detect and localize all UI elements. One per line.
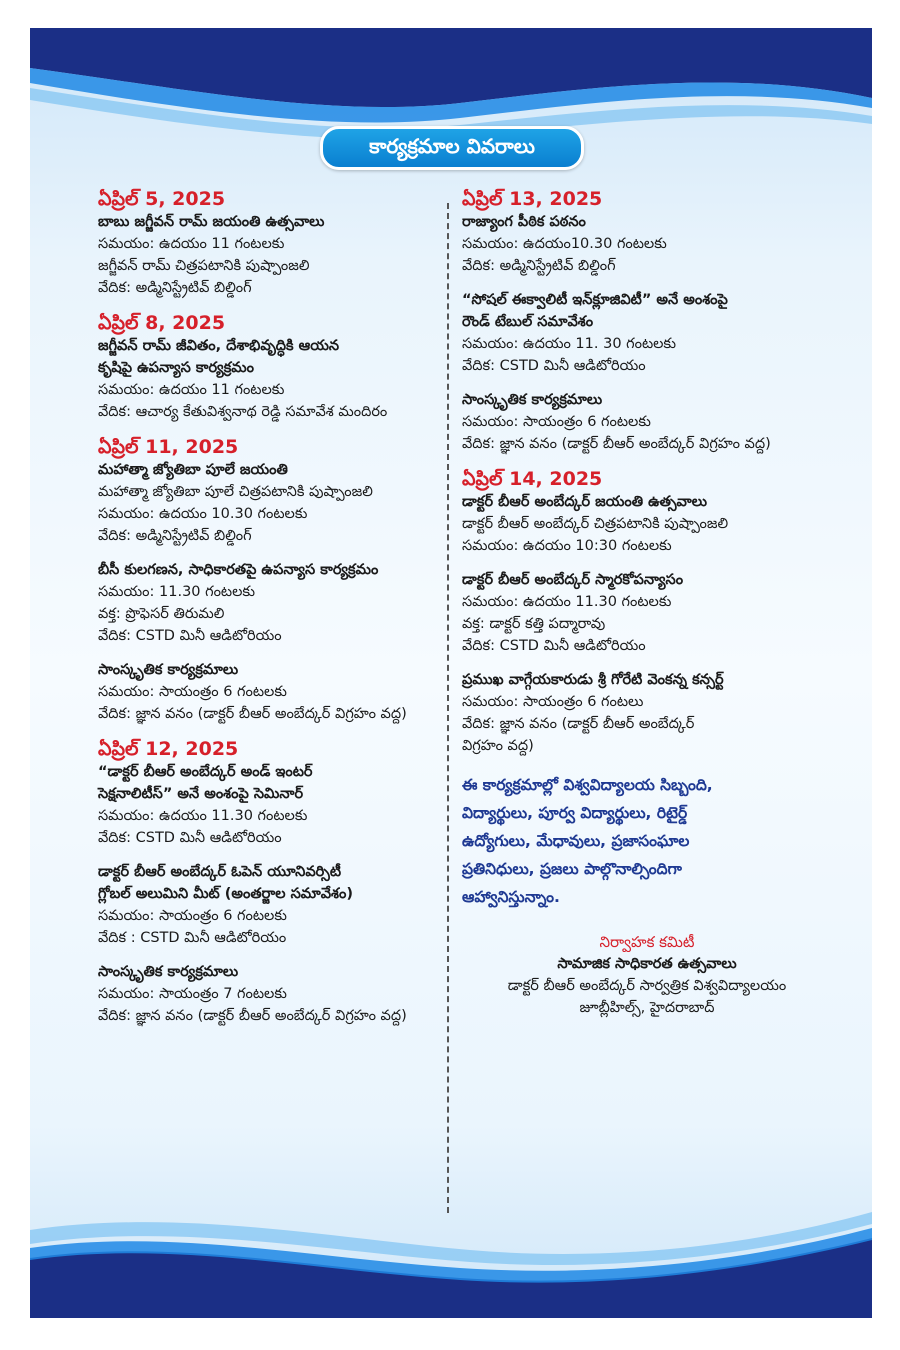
invitation-line: విద్యార్థులు, పూర్వ విద్యార్థులు, రిటైర్డ్ (462, 804, 688, 822)
event-title: “డాక్టర్ బీఆర్ అంబేద్కర్ అండ్ ఇంటర్ (98, 764, 313, 780)
event-item (98, 761, 438, 849)
invitation-line: ఆహ్వానిస్తున్నాం. (462, 888, 560, 906)
event-title: ప్రముఖ వాగ్గేయకారుడు శ్రీ గోరేటి వెంకన్న కన్సర్ట్ (462, 672, 724, 688)
event-item (98, 861, 438, 949)
event-item (98, 961, 438, 1027)
day-block (462, 467, 832, 757)
event-date: ఏప్రిల్ 13, 2025 (462, 188, 603, 210)
event-item (98, 335, 438, 423)
event-detail: వేదిక: CSTD మినీ ఆడిటోరియం (462, 358, 646, 374)
event-detail: సమయం: ఉదయం 11.30 గంటలకు (462, 594, 672, 610)
event-item (462, 211, 832, 277)
event-detail: వేదిక: అడ్మినిస్ట్రేటివ్ బిల్డింగ్ (98, 280, 252, 296)
event-title: సాంస్కృతిక కార్యక్రమాలు (462, 392, 603, 408)
event-detail: డాక్టర్ బీఆర్ అంబేద్కర్ చిత్రపటానికి పుష్పాంజలి (462, 516, 729, 532)
event-detail: వేదిక: జ్ఞాన వనం (డాక్టర్ బీఆర్ అంబేద్కర్ (462, 716, 695, 732)
event-detail: వేదిక: అడ్మినిస్ట్రేటివ్ బిల్డింగ్ (462, 258, 616, 274)
event-title: సాంస్కృతిక కార్యక్రమాలు (98, 964, 239, 980)
right-column (462, 183, 832, 1019)
event-detail: వేదిక : CSTD మినీ ఆడిటోరియం (98, 930, 287, 946)
invitation-line: ఉద్యోగులు, మేధావులు, ప్రజాసంఘాల (462, 832, 690, 850)
event-title: “సోషల్ ఈక్వాలిటీ ఇన్‌క్లూజివిటీ” అనే అంశంపై (462, 292, 728, 308)
event-title: కృషిపై ఉపన్యాస కార్యక్రమం (98, 360, 254, 376)
event-detail: వక్త: డాక్టర్ కత్తి పద్మారావు (462, 616, 606, 632)
day-block (98, 737, 438, 1027)
event-detail: వేదిక: CSTD మినీ ఆడిటోరియం (98, 628, 282, 644)
day-block (98, 311, 438, 423)
invitation-line: ఈ కార్యక్రమాల్లో విశ్వవిద్యాలయ సిబ్బంది, (462, 776, 713, 794)
event-detail: వేదిక: జ్ఞాన వనం (డాక్టర్ బీఆర్ అంబేద్కర్ విగ్రహం వద్ద) (462, 436, 771, 452)
event-item (462, 491, 832, 557)
event-detail: వేదిక: అడ్మినిస్ట్రేటివ్ బిల్డింగ్ (98, 528, 252, 544)
organization-name: సామాజిక సాధికారత ఉత్సవాలు (557, 956, 737, 972)
event-detail: సమయం: ఉదయం 11 గంటలకు (98, 382, 285, 398)
day-block (98, 435, 438, 725)
event-title: గ్లోబల్ అలుమిని మీట్ (అంతర్జాల సమావేశం) (98, 886, 354, 902)
event-detail: వేదిక: ఆచార్య కేతువిశ్వనాథ రెడ్డి సమావేశ మందిరం (98, 404, 388, 420)
event-detail: విగ్రహం వద్ద) (462, 738, 534, 754)
event-detail: సమయం: సాయంత్రం 6 గంటలకు (98, 908, 287, 924)
event-item (462, 389, 832, 455)
event-detail: సమయం: ఉదయం 10.30 గంటలకు (98, 506, 308, 522)
event-title: రౌండ్ టేబుల్ సమావేశం (462, 314, 594, 330)
event-date: ఏప్రిల్ 12, 2025 (98, 738, 239, 760)
event-title: డాక్టర్ బీఆర్ అంబేద్కర్ ఓపెన్ యూనివర్సిటీ (98, 864, 342, 880)
invitation-text (462, 771, 792, 911)
signature-block (462, 931, 832, 1019)
event-title: సెక్షనాలిటీస్” అనే అంశంపై సెమినార్ (98, 786, 304, 802)
event-item (98, 459, 438, 547)
event-date: ఏప్రిల్ 14, 2025 (462, 468, 603, 490)
event-title: డాక్టర్ బీఆర్ అంబేద్కర్ జయంతి ఉత్సవాలు (462, 494, 708, 510)
bottom-wave-decoration (30, 1168, 872, 1318)
day-block (462, 187, 832, 455)
event-detail: సమయం: ఉదయం 10:30 గంటలకు (462, 538, 672, 554)
title-banner (320, 126, 584, 170)
event-detail: సమయం: ఉదయం 11.30 గంటలకు (98, 808, 308, 824)
event-detail: సమయం: సాయంత్రం 6 గంటలకు (98, 684, 287, 700)
event-detail: సమయం: సాయంత్రం 6 గంటలు (462, 694, 644, 710)
event-detail: సమయం: సాయంత్రం 7 గంటలకు (98, 986, 287, 1002)
event-date: ఏప్రిల్ 11, 2025 (98, 436, 239, 458)
event-item (98, 211, 438, 299)
event-title: డాక్టర్ బీఆర్ అంబేద్కర్ స్మారకోపన్యాసం (462, 572, 684, 588)
event-date: ఏప్రిల్ 8, 2025 (98, 312, 226, 334)
event-detail: సమయం: ఉదయం 11. 30 గంటలకు (462, 336, 677, 352)
event-title: మహాత్మా జ్యోతిబా పూలే జయంతి (98, 462, 288, 478)
committee-label: నిర్వాహక కమిటీ (599, 933, 695, 951)
right-days (462, 187, 832, 757)
event-title: సాంస్కృతిక కార్యక్రమాలు (98, 662, 239, 678)
signature-line: డాక్టర్ బీఆర్ అంబేద్కర్ సార్వత్రిక విశ్వవిద్యాలయం (507, 978, 787, 994)
left-column (98, 183, 438, 1039)
invitation-card (30, 28, 872, 1318)
event-item (98, 659, 438, 725)
event-item (98, 559, 438, 647)
event-item (462, 289, 832, 377)
day-block (98, 187, 438, 299)
event-detail: సమయం: ఉదయం 11 గంటలకు (98, 236, 285, 252)
event-detail: జగ్జీవన్ రామ్ చిత్రపటానికి పుష్పాంజలి (98, 258, 310, 274)
event-title: జగ్జీవన్ రామ్ జీవితం, దేశాభివృద్ధికి ఆయన (98, 338, 340, 354)
event-detail: సమయం: ఉదయం10.30 గంటలకు (462, 236, 667, 252)
event-detail: వేదిక: CSTD మినీ ఆడిటోరియం (98, 830, 282, 846)
event-date: ఏప్రిల్ 5, 2025 (98, 188, 226, 210)
event-detail: మహాత్మా జ్యోతిబా పూలే చిత్రపటానికి పుష్పాంజలి (98, 484, 373, 500)
event-title: బీసీ కులగణన, సాధికారతపై ఉపన్యాస కార్యక్రమం (98, 562, 379, 578)
banner-title: కార్యక్రమాల వివరాలు (369, 133, 535, 158)
invitation-line: ప్రతినిధులు, ప్రజలు పాల్గొనాల్సిందిగా (462, 860, 682, 878)
event-detail: సమయం: 11.30 గంటలకు (98, 584, 255, 600)
column-divider (447, 203, 449, 1213)
event-detail: వేదిక: CSTD మినీ ఆడిటోరియం (462, 638, 646, 654)
event-detail: వేదిక: జ్ఞాన వనం (డాక్టర్ బీఆర్ అంబేద్కర్ విగ్రహం వద్ద) (98, 706, 407, 722)
event-title: బాబు జగ్జీవన్ రామ్ జయంతి ఉత్సవాలు (98, 214, 325, 230)
event-title: రాజ్యాంగ పీఠిక పఠనం (462, 214, 586, 230)
event-detail: వక్త: ప్రొఫెసర్ తిరుమలి (98, 606, 225, 622)
event-item (462, 669, 832, 757)
event-item (462, 569, 832, 657)
signature-line: జూబ్లీహిల్స్, హైదరాబాద్ (579, 1000, 715, 1016)
event-detail: వేదిక: జ్ఞాన వనం (డాక్టర్ బీఆర్ అంబేద్కర్ విగ్రహం వద్ద) (98, 1008, 407, 1024)
event-detail: సమయం: సాయంత్రం 6 గంటలకు (462, 414, 651, 430)
